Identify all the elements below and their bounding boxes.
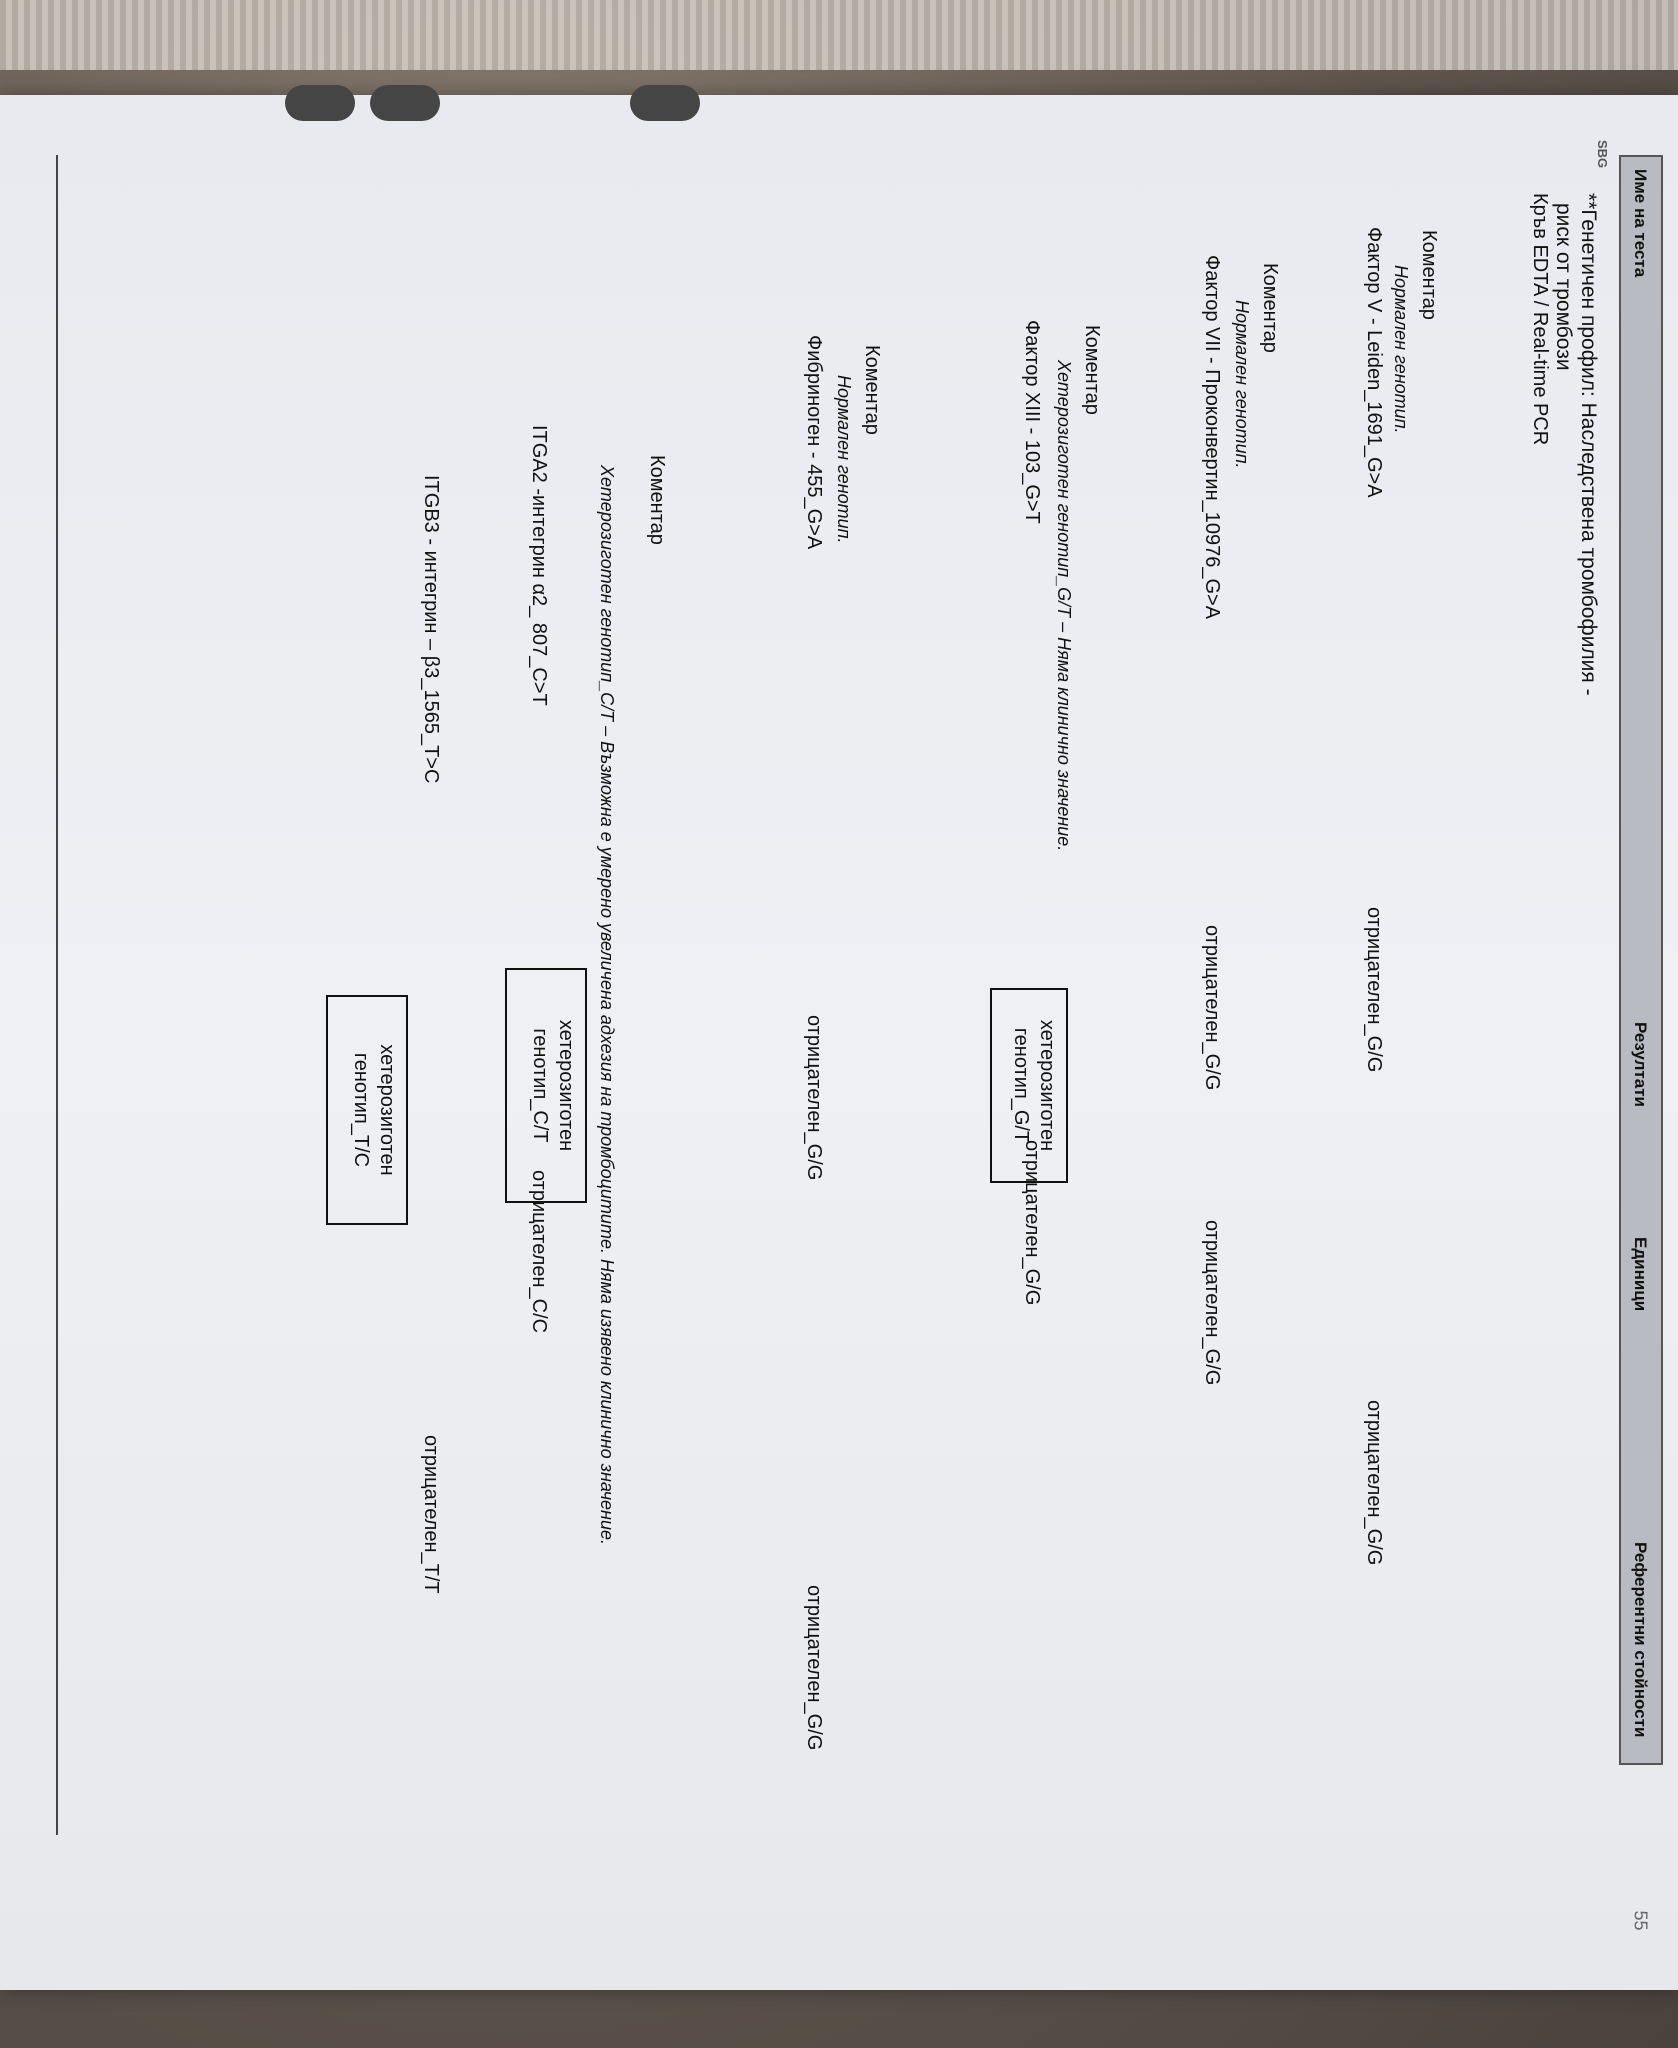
test-name: Фибриноген - 455_G>A xyxy=(803,335,825,550)
test-result-genotype: генотип_G/T xyxy=(1010,1027,1032,1144)
document-page xyxy=(0,95,1678,1990)
table-header xyxy=(1619,155,1663,1765)
profile-title-2: риск от тромбози xyxy=(1552,203,1575,371)
result-box xyxy=(505,968,587,1203)
test-reference: отрицателен_C/C xyxy=(528,1170,550,1334)
lab-code: SBG xyxy=(1595,140,1610,169)
header-test-name: Име на теста xyxy=(1631,169,1650,278)
comment-label: Коментар xyxy=(861,345,883,435)
comment-label: Коментар xyxy=(646,455,668,545)
test-result: хетерозиготен xyxy=(555,1019,577,1152)
test-result-genotype: генотип_T/C xyxy=(350,1052,372,1168)
comment-label: Коментар xyxy=(1259,263,1281,353)
header-results: Резултати xyxy=(1631,1022,1650,1107)
test-result: хетерозиготен xyxy=(376,1044,398,1176)
test-reference: отрицателен_G/G xyxy=(803,1585,825,1751)
test-name: ITGA2 -интегрин α2_ 807_C>T xyxy=(528,425,550,706)
page-number: 55 xyxy=(1630,1910,1651,1931)
sleeve-edge xyxy=(0,0,1678,70)
test-reference: отрицателен_G/G xyxy=(1201,1220,1223,1386)
test-result: отрицателен_G/G xyxy=(803,1015,825,1181)
result-box xyxy=(326,995,408,1225)
test-reference: отрицателен_T/T xyxy=(420,1435,442,1594)
test-comment: Нормален генотип. xyxy=(1232,300,1252,469)
test-name: Фактор XIII - 103_G>T xyxy=(1021,320,1043,524)
test-result: отрицателен_G/G xyxy=(1363,907,1385,1073)
profile-title-1: **Генетичен профил: Наследствена тромбофилия - xyxy=(1577,193,1600,696)
comment-label: Коментар xyxy=(1081,325,1103,415)
test-comment: Хетерозиготен генотип_C/T – Възможна е умерено увеличена адхезия на тромбоцитите. Няма изявено клинично значение. xyxy=(597,465,617,1545)
test-comment: Нормален генотип. xyxy=(1391,265,1411,434)
test-reference: отрицателен_G/G xyxy=(1021,1140,1043,1306)
report-content xyxy=(0,95,1678,1990)
test-name: ITGB3 - интегрин – β3_1565_T>C xyxy=(420,475,442,784)
test-comment: Нормален генотип. xyxy=(834,375,854,544)
test-comment: Хетерозиготен генотип_G/T – Няма клинично значение. xyxy=(1054,360,1074,852)
footer-rule xyxy=(56,155,58,1835)
header-reference: Референтни стойности xyxy=(1631,1542,1650,1738)
test-result: отрицателен_G/G xyxy=(1201,925,1223,1091)
test-result: хетерозиготен xyxy=(1036,1019,1058,1152)
test-reference: отрицателен_G/G xyxy=(1363,1400,1385,1566)
header-units: Единици xyxy=(1631,1237,1650,1312)
comment-label: Коментар xyxy=(1418,230,1440,320)
profile-sample: Кръв EDTA / Real-time PCR xyxy=(1529,193,1551,446)
test-result-genotype: генотип_C/T xyxy=(529,1028,551,1143)
test-name: Фактор VII - Проконвертин_10976_G>A xyxy=(1201,255,1223,620)
test-name: Фактор V - Leiden_1691_G>A xyxy=(1363,227,1385,498)
